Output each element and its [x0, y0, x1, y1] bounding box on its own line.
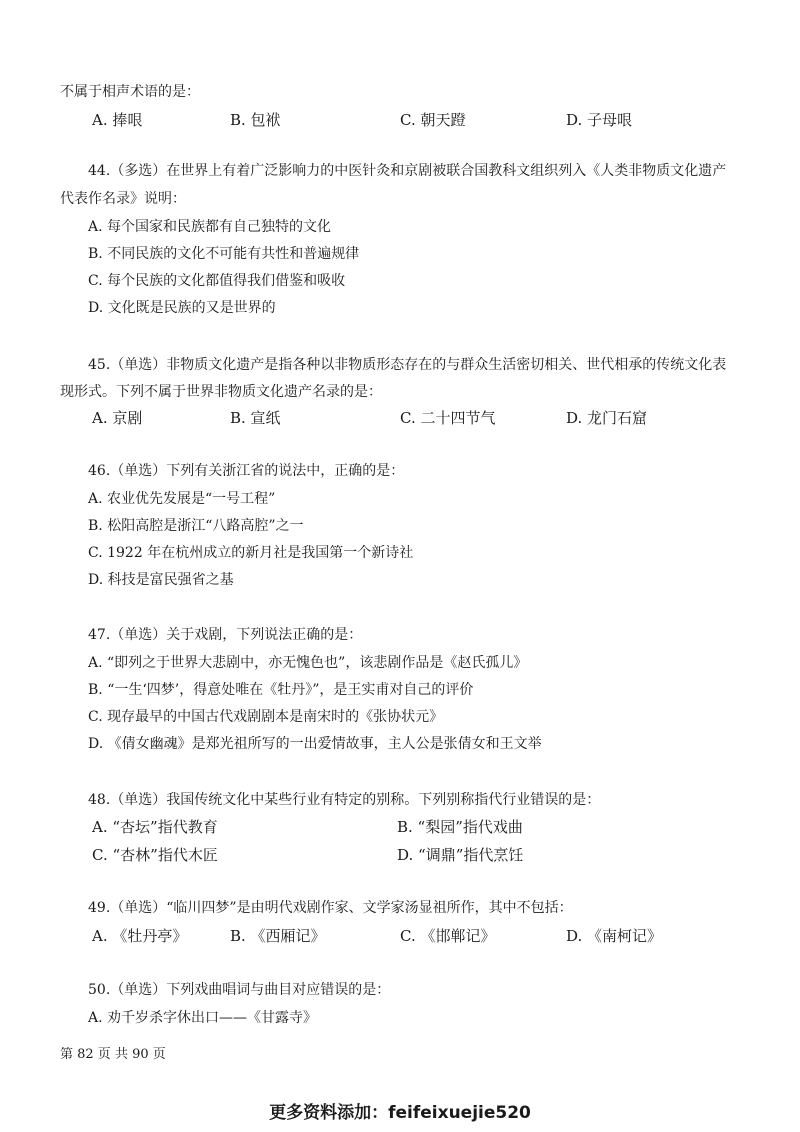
promo-text: 更多资料添加：feifeixuejie520 [269, 1103, 531, 1123]
q44-option-d: D. 文化既是民族的又是世界的 [88, 300, 276, 316]
q45-option-d: D. 龙门石窟 [566, 409, 648, 427]
q47-option-d: D. 《倩女幽魂》是郑光祖所写的一出爱情故事，主人公是张倩女和王文举 [88, 736, 542, 752]
q47-stem: 47.（单选）关于戏剧，下列说法正确的是： [88, 627, 363, 643]
q44-option-a: A. 每个国家和民族都有自己独特的文化 [88, 219, 332, 235]
q45-option-c: C. 二十四节气 [400, 409, 496, 427]
page-number: 第 82 页 共 90 页 [60, 1047, 166, 1062]
q47-option-a: A. “即列之于世界大悲剧中，亦无愧色也”，该悲剧作品是《赵氏孤儿》 [88, 655, 528, 671]
q45-option-b: B. 宣纸 [230, 409, 281, 427]
q43-stem: 不属于相声术语的是： [60, 84, 200, 100]
q46-option-d: D. 科技是富民强省之基 [88, 572, 234, 588]
q49-option-a: A. 《牡丹亭》 [92, 927, 188, 945]
q44-option-b: B. 不同民族的文化不可能有共性和普遍规律 [88, 246, 360, 262]
q45-stem-line1: 45.（单选）非物质文化遗产是指各种以非物质形态存在的与群众生活密切相关、世代相承的传统文化表 [88, 357, 727, 373]
q43-option-b: B. 包袱 [230, 111, 281, 129]
q43-option-a: A. 捧哏 [92, 111, 143, 129]
q46-option-c: C. 1922 年在杭州成立的新月社是我国第一个新诗社 [88, 545, 414, 561]
q46-option-a: A. 农业优先发展是“一号工程” [88, 491, 276, 507]
q47-option-b: B. “一生‘四梦’，得意处唯在《牡丹》”，是王实甫对自己的评价 [88, 682, 474, 698]
q49-option-b: B. 《西厢记》 [230, 927, 326, 945]
q48-option-a: A. “杏坛”指代教育 [92, 818, 218, 836]
q48-option-b: B. “梨园”指代戏曲 [397, 818, 523, 836]
q50-stem: 50.（单选）下列戏曲唱词与曲目对应错误的是： [88, 982, 391, 998]
q49-option-d: D. 《南柯记》 [566, 927, 663, 945]
q49-option-c: C. 《邯郸记》 [400, 927, 496, 945]
q45-option-a: A. 京剧 [92, 409, 143, 427]
q49-stem: 49.（单选）“临川四梦”是由明代戏剧作家、文学家汤显祖所作，其中不包括： [88, 900, 573, 916]
q50-option-a: A. 劝千岁杀字休出口——《甘露寺》 [88, 1010, 318, 1026]
q44-stem-line2: 代表作名录》说明： [60, 191, 186, 207]
q44-option-c: C. 每个民族的文化都值得我们借鉴和吸收 [88, 273, 346, 289]
q47-option-c: C. 现存最早的中国古代戏剧剧本是南宋时的《张协状元》 [88, 709, 444, 725]
q44-stem-line1: 44.（多选）在世界上有着广泛影响力的中医针灸和京剧被联合国教科文组织列入《人类非物质文化遗产 [88, 163, 727, 179]
q43-option-d: D. 子母哏 [566, 111, 633, 129]
q46-stem: 46.（单选）下列有关浙江省的说法中，正确的是： [88, 463, 405, 479]
q48-stem: 48.（单选）我国传统文化中某些行业有特定的别称。下列别称指代行业错误的是： [88, 792, 601, 808]
q48-option-c: C. “杏林”指代木匠 [92, 846, 218, 864]
q43-option-c: C. 朝天蹬 [400, 111, 466, 129]
q46-option-b: B. 松阳高腔是浙江“八路高腔”之一 [88, 518, 304, 534]
q45-stem-line2: 现形式。下列不属于世界非物质文化遗产名录的是： [60, 384, 382, 400]
q48-option-d: D. “调鼎”指代烹饪 [397, 846, 524, 864]
